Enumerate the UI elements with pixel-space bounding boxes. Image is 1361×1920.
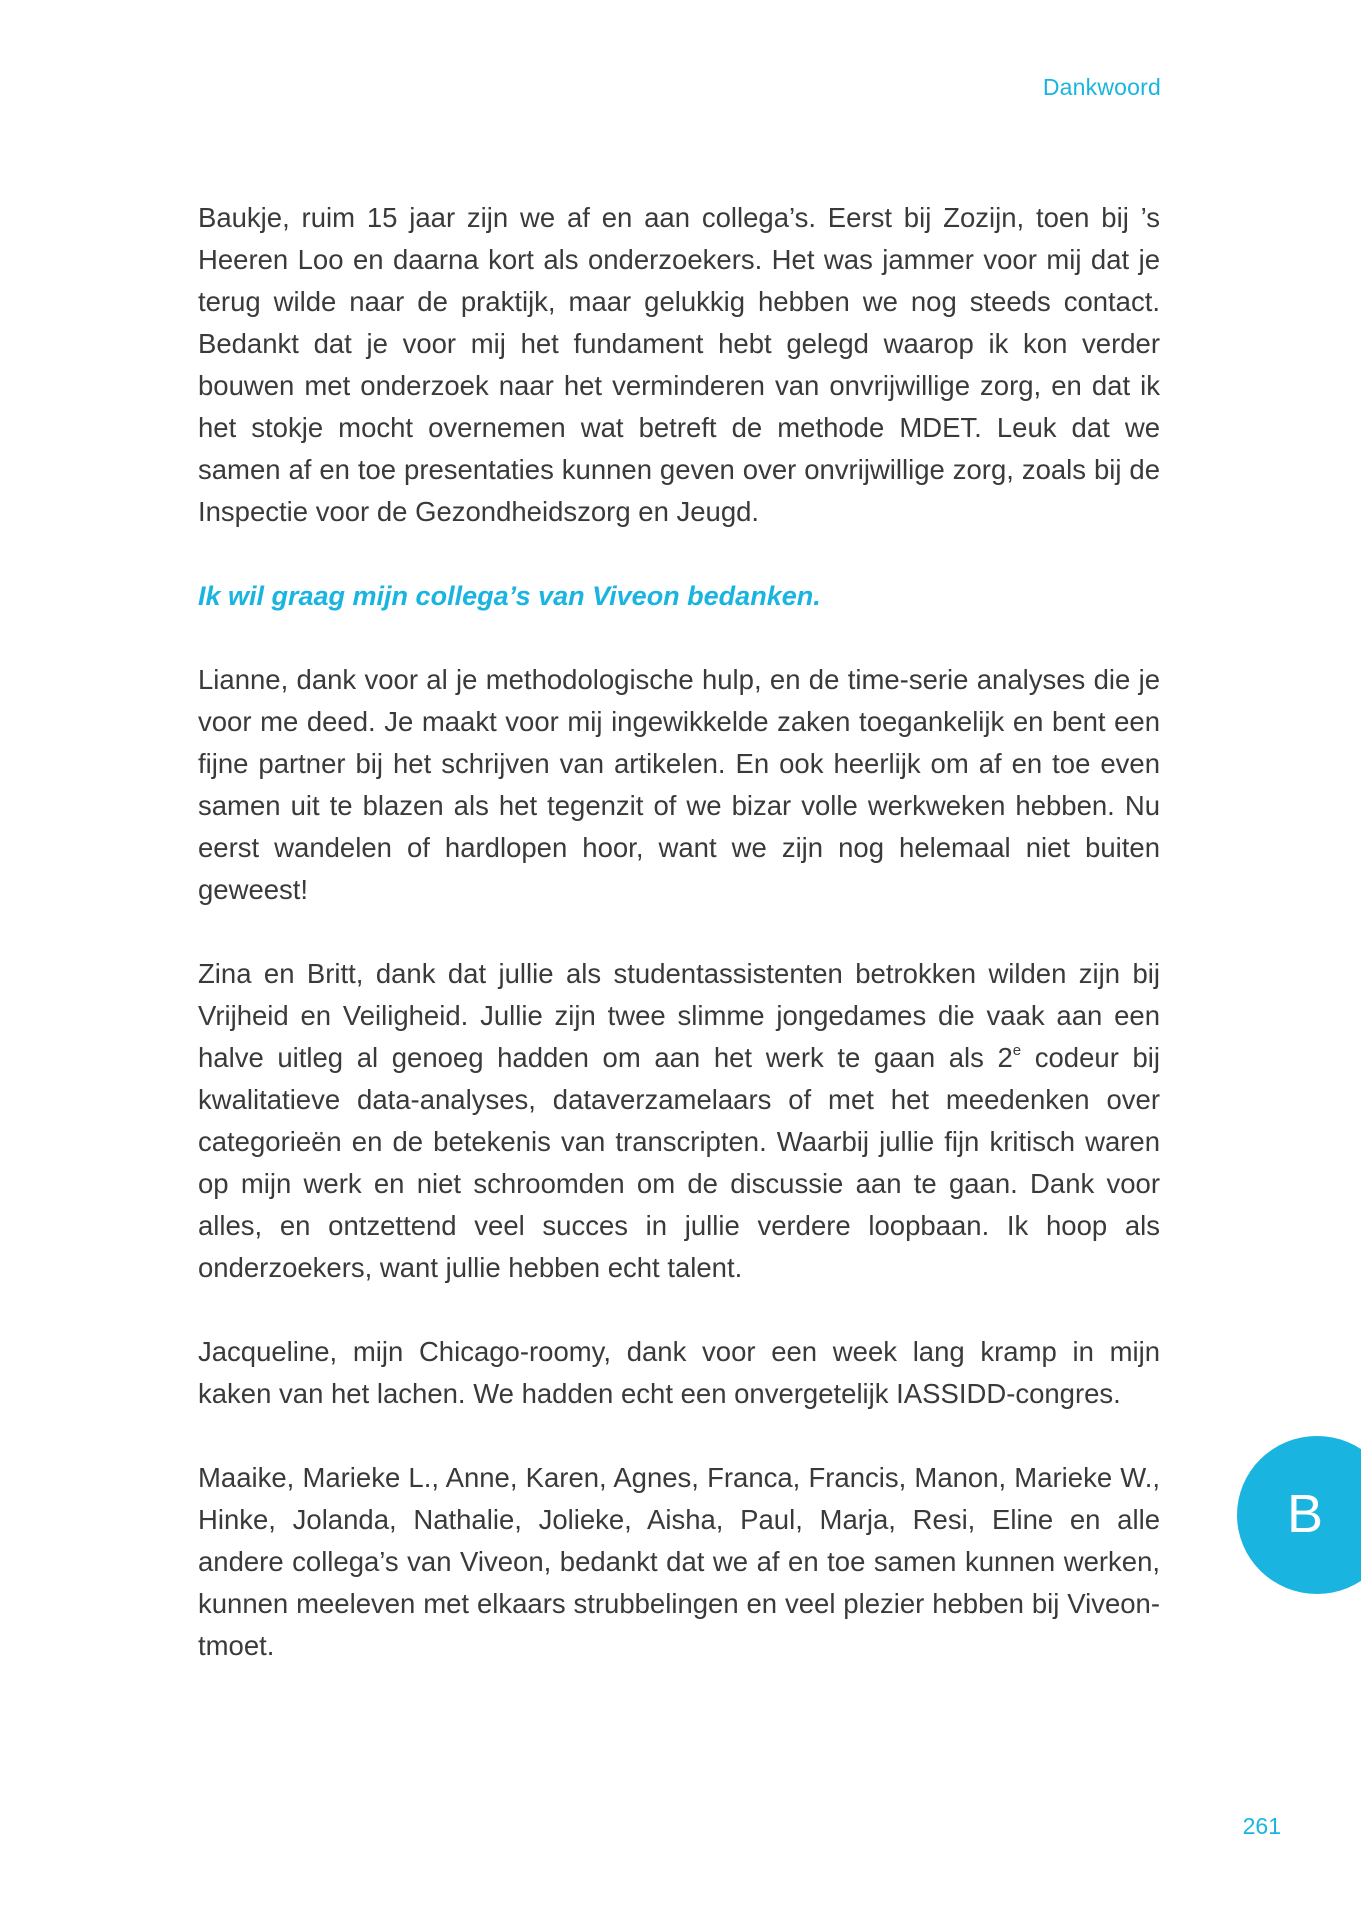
- paragraph-lianne: Lianne, dank voor al je methodologische hulp, en de time-serie analyses die je voor me deed. Je maakt voor mij ingewikkelde zaken toegankelijk en bent een fijne partner bij het schrijven van artikelen. En ook heerlijk om af en toe even samen uit te blazen als het tegenzit of we bizar volle werkweken hebben. Nu eerst wandelen of hardlopen hoor, want we zijn nog helemaal niet buiten geweest!: [198, 664, 1160, 905]
- chapter-tab: [1237, 1436, 1361, 1594]
- running-header: Dankwoord: [1042, 74, 1161, 100]
- paragraph-zina-britt-part1: Zina en Britt, dank dat jullie als studentassistenten betrokken wilden zijn bij Vrijheid en Veiligheid. Jullie zijn twee slimme jongedames die vaak aan een halve uitleg al genoeg hadden om aan het werk te gaan als 2: [198, 958, 1160, 1073]
- page-number: 261: [1242, 1813, 1281, 1839]
- body-text: [198, 197, 1160, 1709]
- section-heading: Ik wil graag mijn collega’s van Viveon bedanken.: [198, 581, 821, 611]
- paragraph-jacqueline: Jacqueline, mijn Chicago-roomy, dank voor een week lang kramp in mijn kaken van het lachen. We hadden echt een onvergetelijk IASSIDD-congres.: [198, 1336, 1160, 1409]
- chapter-tab-letter: B: [1287, 1484, 1324, 1544]
- paragraph-baukje: Baukje, ruim 15 jaar zijn we af en aan collega’s. Eerst bij Zozijn, toen bij ’s Heeren Loo en daarna kort als onderzoekers. Het was jammer voor mij dat je terug wilde naar de praktijk, maar gelukkig hebben we nog steeds contact. Bedankt dat je voor mij het fundament hebt gelegd waarop ik kon verder bouwen met onderzoek naar het verminderen van onvrijwillige zorg, en dat ik het stokje mocht overnemen wat betreft de methode MDET. Leuk dat we samen af en toe presentaties kunnen geven over onvrijwillige zorg, zoals bij de Inspectie voor de Gezondheidszorg en Jeugd.: [198, 202, 1160, 527]
- paragraph-zina-britt: [198, 953, 1160, 1289]
- paragraph-zina-britt-part2: codeur bij kwalitatieve data-analyses, dataverzamelaars of met het meedenken over categorieën en de betekenis van transcripten. Waarbij jullie fijn kritisch waren op mijn werk en niet schroomden om de discussie aan te gaan. Dank voor alles, en ontzettend veel succes in jullie verdere loopbaan. Ik hoop als onderzoekers, want jullie hebben echt talent.: [198, 1042, 1160, 1283]
- paragraph-colleagues: Maaike, Marieke L., Anne, Karen, Agnes, Franca, Francis, Manon, Marieke W., Hinke, Jolanda, Nathalie, Jolieke, Aisha, Paul, Marja, Resi, Eline en alle andere collega’s van Viveon, bedankt dat we af en toe samen kunnen werken, kunnen meeleven met elkaars strubbelingen en veel plezier hebben bij Viveon-tmoet.: [198, 1462, 1160, 1661]
- ordinal-superscript: e: [1012, 1041, 1022, 1059]
